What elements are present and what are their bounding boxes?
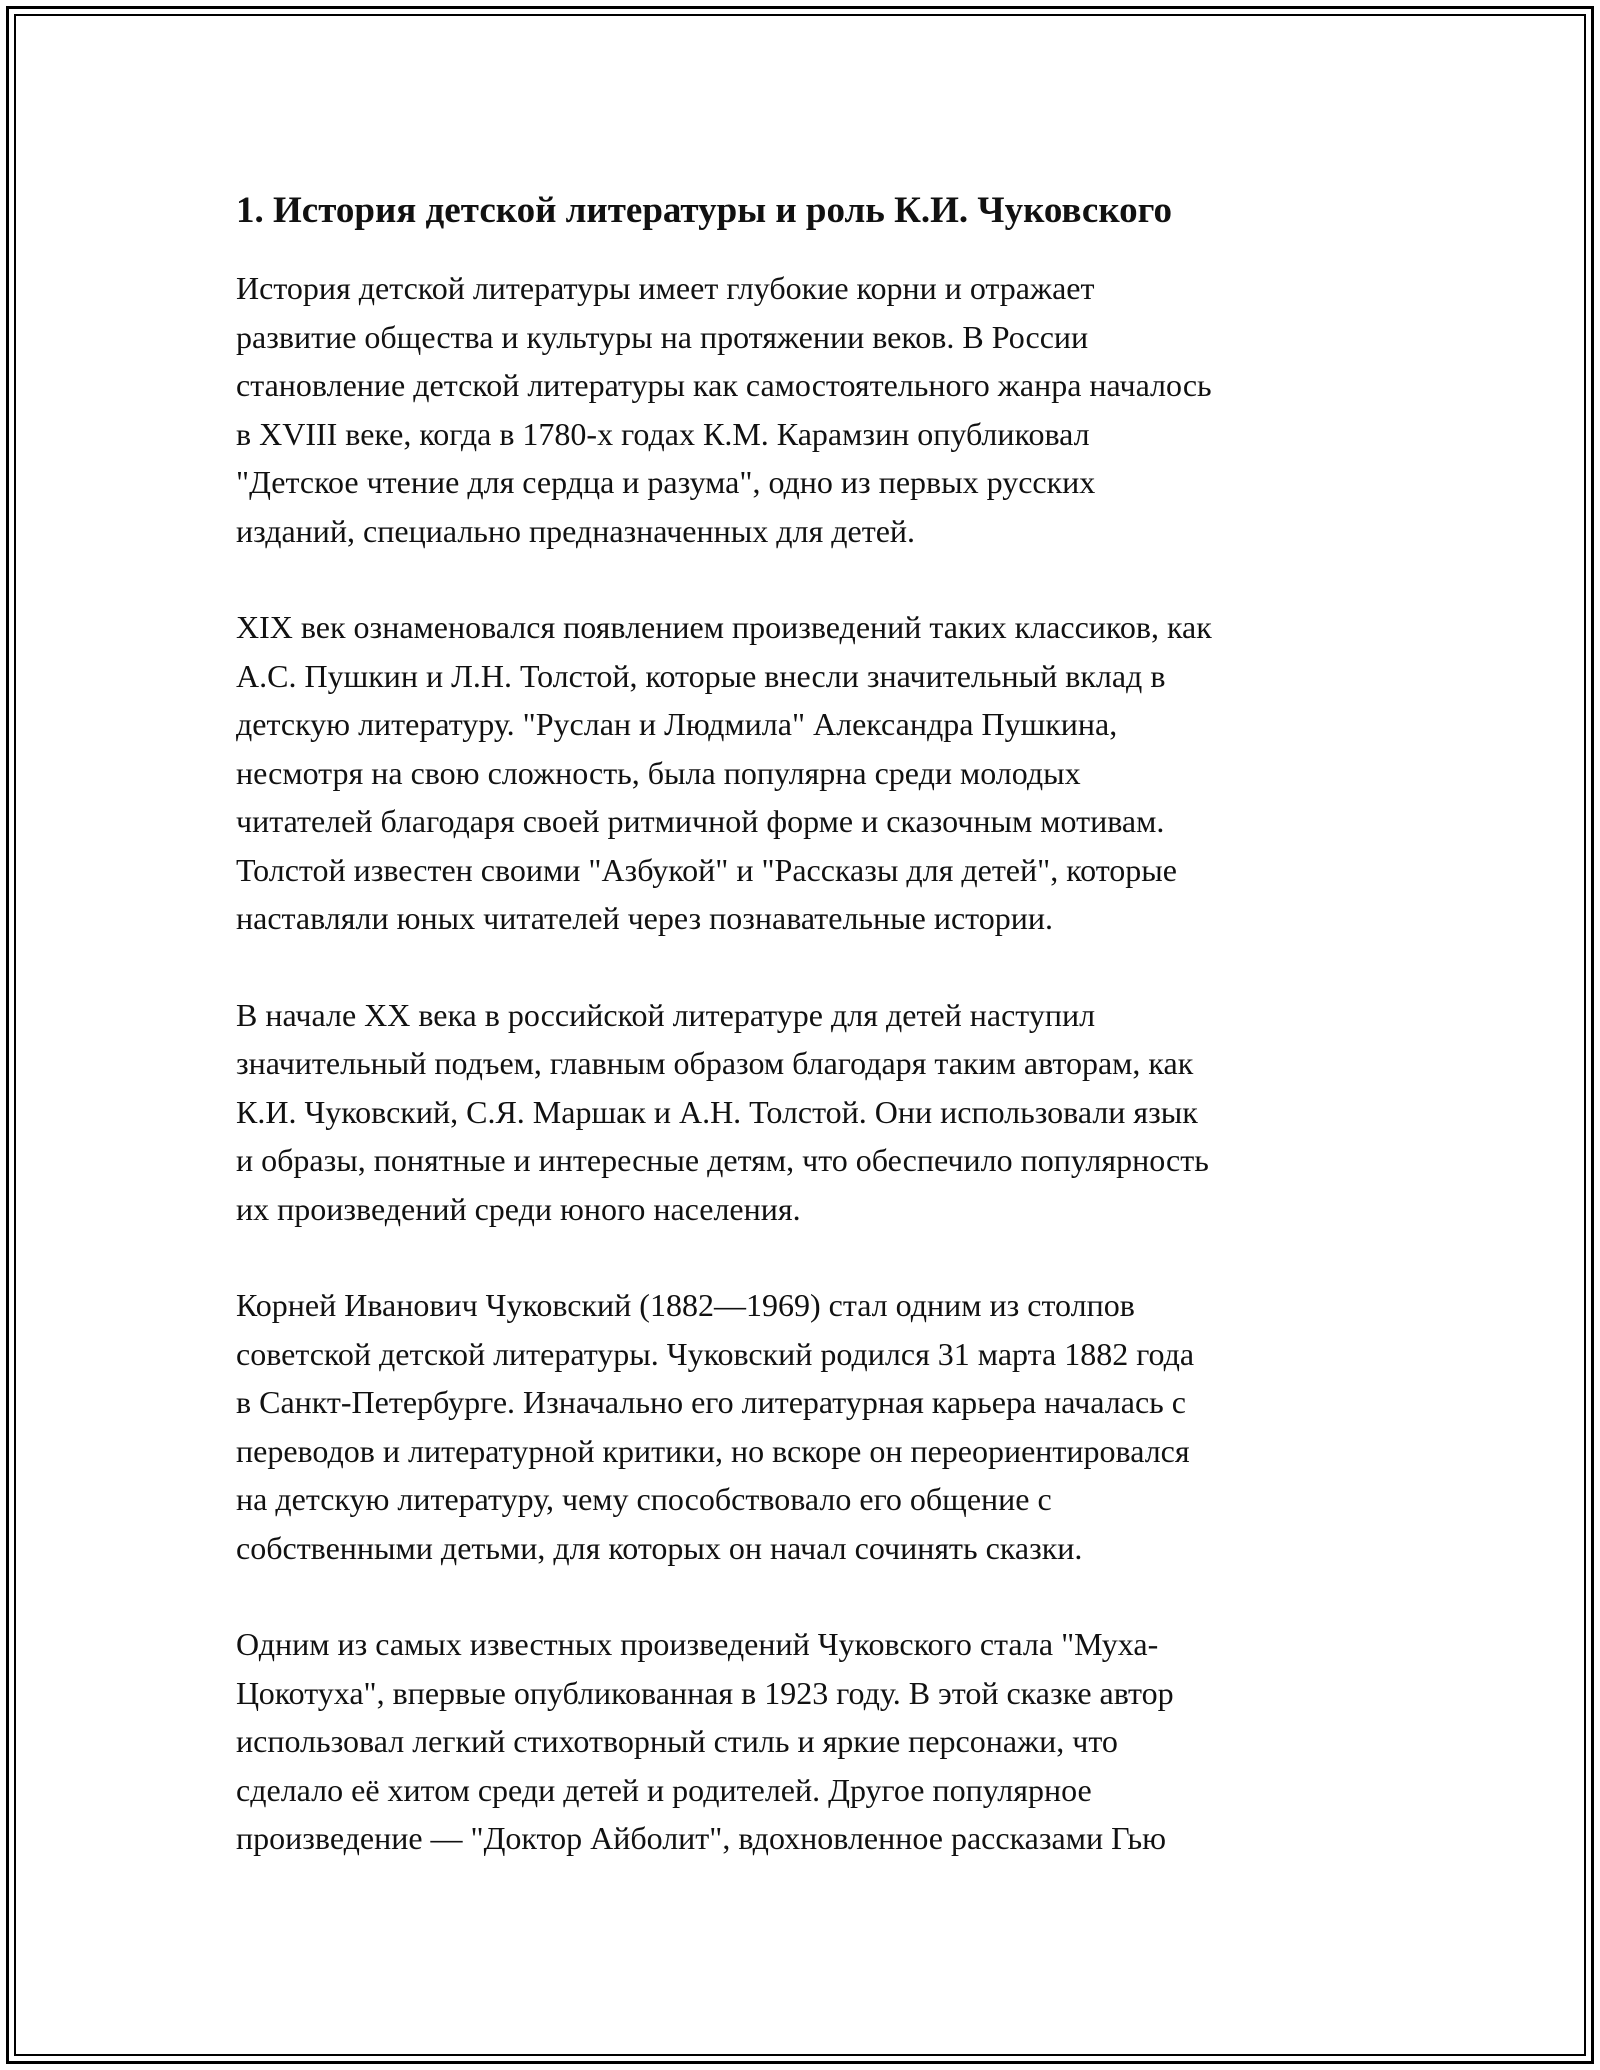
text-line: История детской литературы имеет глубокие корни и отражает bbox=[236, 270, 1095, 306]
text-line: в XVIII веке, когда в 1780-х годах К.М. Карамзин опубликовал bbox=[236, 415, 1090, 452]
text-line: несмотря на свою сложность, была популярна среди молодых bbox=[236, 754, 1081, 791]
paragraph-3 bbox=[236, 991, 1366, 1234]
paragraph-2 bbox=[236, 603, 1366, 943]
text-line: развитие общества и культуры на протяжении веков. В России bbox=[236, 318, 1089, 355]
paragraph-1 bbox=[236, 264, 1366, 555]
text-line: становление детской литературы как самостоятельного жанра началось bbox=[236, 367, 1212, 403]
text-line: произведение — "Доктор Айболит", вдохновленное рассказами Гью bbox=[236, 1820, 1167, 1856]
text-line: изданий, специально предназначенных для детей. bbox=[236, 512, 916, 549]
text-line: в Санкт-Петербурге. Изначально его литературная карьера началась с bbox=[236, 1384, 1186, 1420]
text-line: использовал легкий стихотворный стиль и яркие персонажи, что bbox=[236, 1723, 1118, 1759]
text-line: и образы, понятные и интересные детям, что обеспечило популярность bbox=[236, 1142, 1209, 1178]
text-line: В начале XX века в российской литературе для детей наступил bbox=[236, 996, 1096, 1033]
text-line: А.С. Пушкин и Л.Н. Толстой, которые внесли значительный вклад в bbox=[236, 657, 1166, 694]
paragraph-5 bbox=[236, 1620, 1366, 1863]
document-body bbox=[236, 186, 1366, 1911]
text-line: сделало её хитом среди детей и родителей. Другое популярное bbox=[236, 1771, 1092, 1808]
text-line: советской детской литературы. Чуковский родился 31 марта 1882 года bbox=[236, 1335, 1195, 1372]
text-line: детскую литературу. "Руслан и Людмила" Александра Пушкина, bbox=[236, 706, 1118, 742]
text-line: на детскую литературу, чему способствовало его общение с bbox=[236, 1481, 1052, 1517]
text-line: Одним из самых известных произведений Чуковского стала "Муха- bbox=[236, 1626, 1159, 1662]
text-line: Корней Иванович Чуковский (1882—1969) стал одним из столпов bbox=[236, 1287, 1135, 1323]
text-line: переводов и литературной критики, но вскоре он переориентировался bbox=[236, 1432, 1190, 1469]
text-line: значительный подъем, главным образом благодаря таким авторам, как bbox=[236, 1045, 1194, 1081]
text-line: их произведений среди юного населения. bbox=[236, 1190, 801, 1227]
text-line: Толстой известен своими "Азбукой" и "Рассказы для детей", которые bbox=[236, 851, 1177, 888]
section-heading: 1. История детской литературы и роль К.И. Чуковского bbox=[236, 190, 1173, 231]
text-line: собственными детьми, для которых он начал сочинять сказки. bbox=[236, 1529, 1083, 1566]
text-line: XIX век ознаменовался появлением произведений таких классиков, как bbox=[236, 609, 1212, 645]
text-line: читателей благодаря своей ритмичной форме и сказочным мотивам. bbox=[236, 803, 1165, 839]
text-line: "Детское чтение для сердца и разума", одно из первых русских bbox=[236, 464, 1096, 500]
text-line: наставляли юных читателей через познавательные истории. bbox=[236, 900, 1053, 936]
paragraph-4 bbox=[236, 1281, 1366, 1572]
text-line: К.И. Чуковский, С.Я. Маршак и А.Н. Толстой. Они использовали язык bbox=[236, 1093, 1198, 1130]
text-line: Цокотуха", впервые опубликованная в 1923 году. В этой сказке автор bbox=[236, 1674, 1174, 1711]
